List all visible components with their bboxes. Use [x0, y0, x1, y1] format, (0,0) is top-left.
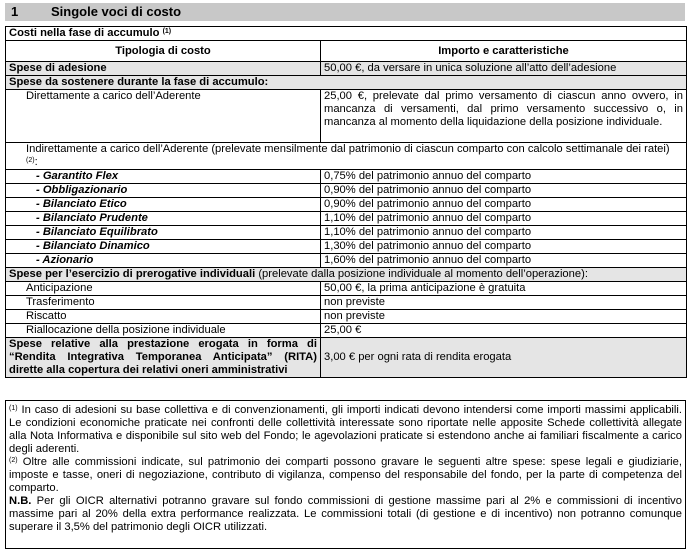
prerogativa-value: non previste	[321, 310, 687, 324]
prerogativa-name: Riallocazione della posizione individuale	[6, 324, 321, 338]
row-fase-accumulo	[6, 76, 687, 90]
rita-value: 3,00 € per ogni rata di rendita erogata	[321, 338, 687, 378]
comparto-row	[6, 170, 687, 184]
fase-accumulo-label: Spese da sostenere durante la fase di accumulo:	[6, 76, 687, 90]
prerogativa-row	[6, 282, 687, 296]
direttamente-label: Direttamente a carico dell’Aderente	[6, 90, 321, 143]
prerogativa-name: Riscatto	[6, 310, 321, 324]
prerogativa-row	[6, 296, 687, 310]
indirettamente-label: Indirettamente a carico dell’Aderente (prelevate mensilmente dal patrimonio di ciascun comparto con calcolo settimanale dei ratei)	[26, 143, 670, 155]
row-indirettamente	[6, 143, 687, 170]
table-caption-row	[6, 27, 687, 41]
comparto-row	[6, 212, 687, 226]
prerogativa-value: 25,00 €	[321, 324, 687, 338]
table-header-row	[6, 41, 687, 62]
comparto-name: - Obbligazionario	[6, 184, 321, 198]
footnote-1-text: In caso di adesioni su base collettiva e di convenzionamenti, gli importi indicati devono intendersi come importi massimi applicabili. Le condizioni economiche praticate nei confronti delle collettività interessate sono riportate nelle apposite Schede collettività allegate alla Nota Informativa e disponibile sul sito web del Fondo; le agevolazioni praticate si estendono anche ai familiari fiscalmente a carico degli aderenti.	[9, 404, 682, 455]
footnotes	[5, 400, 686, 549]
row-rita	[6, 338, 687, 378]
comparto-value: 1,10% del patrimonio annuo del comparto	[321, 212, 687, 226]
spese-adesione-value: 50,00 €, da versare in unica soluzione all’atto dell’adesione	[321, 62, 687, 76]
comparto-name: - Azionario	[6, 254, 321, 268]
footnote-1-sup: (1)	[9, 405, 18, 412]
direttamente-value: 25,00 €, prelevate dal primo versamento di ciascun anno ovvero, in mancanza di versamenti, dal primo versamento successivo o, in mancanza al momento della liquidazione della posizione individuale.	[321, 90, 687, 143]
section-number: 1	[11, 4, 19, 19]
indirettamente-colon: :	[34, 156, 38, 168]
comparto-name: - Bilanciato Equilibrato	[6, 226, 321, 240]
spese-adesione-label: Spese di adesione	[6, 62, 321, 76]
cost-table	[5, 26, 687, 378]
nb-label: N.B.	[9, 495, 32, 507]
indirettamente-sup: (2)	[26, 157, 35, 164]
comparto-row	[6, 226, 687, 240]
comparto-value: 1,30% del patrimonio annuo del comparto	[321, 240, 687, 254]
comparto-value: 0,90% del patrimonio annuo del comparto	[321, 198, 687, 212]
prerogativa-name: Anticipazione	[6, 282, 321, 296]
comparto-name: - Bilanciato Prudente	[6, 212, 321, 226]
footnote-2	[9, 456, 682, 495]
section-title: Singole voci di costo	[51, 4, 182, 19]
row-spese-adesione	[6, 62, 687, 76]
prerogativa-value: non previste	[321, 296, 687, 310]
comparto-name: - Bilanciato Dinamico	[6, 240, 321, 254]
comparto-row	[6, 254, 687, 268]
footnote-nb	[9, 495, 682, 534]
row-prerogative	[6, 268, 687, 282]
prerogativa-value: 50,00 €, la prima anticipazione è gratuita	[321, 282, 687, 296]
col-header-importo: Importo e caratteristiche	[321, 41, 687, 62]
prerogative-label-rest: (prelevate dalla posizione individuale al momento dell’operazione):	[255, 268, 588, 280]
comparto-row	[6, 240, 687, 254]
table-caption-sup: (1)	[162, 28, 172, 35]
section-header	[5, 3, 685, 21]
nb-text: Per gli OICR alternativi potranno gravare sul fondo commissioni di gestione massime pari al 2% e commissioni di incentivo massime pari al 20% della extra performance realizzata. Le commissioni totali (di gestione e di incentivo) non potranno comunque superare il 3,5% del patrimonio degli OICR utilizzati.	[9, 495, 682, 533]
rita-label: Spese relative alla prestazione erogata in forma di “Rendita Integrativa Temporanea Anticipata” (RITA) dirette alla copertura dei relativi oneri amministrativi	[6, 338, 321, 378]
prerogativa-name: Trasferimento	[6, 296, 321, 310]
comparto-name: - Garantito Flex	[6, 170, 321, 184]
footnote-2-sup: (2)	[9, 457, 18, 464]
footnote-1	[9, 404, 682, 456]
comparto-name: - Bilanciato Etico	[6, 198, 321, 212]
col-header-tipologia: Tipologia di costo	[6, 41, 321, 62]
row-direttamente	[6, 90, 687, 143]
comparto-value: 0,90% del patrimonio annuo del comparto	[321, 184, 687, 198]
prerogativa-row	[6, 310, 687, 324]
comparto-row	[6, 184, 687, 198]
prerogative-label: Spese per l’esercizio di prerogative individuali	[9, 268, 256, 280]
comparto-value: 1,10% del patrimonio annuo del comparto	[321, 226, 687, 240]
comparto-value: 1,60% del patrimonio annuo del comparto	[321, 254, 687, 268]
prerogativa-row	[6, 324, 687, 338]
comparto-row	[6, 198, 687, 212]
table-caption: Costi nella fase di accumulo	[9, 27, 160, 39]
footnote-2-text: Oltre alle commissioni indicate, sul patrimonio dei comparti possono gravare le seguenti altre spese: spese legali e giudiziarie, imposte e tasse, oneri di negoziazione, contributo di vigilanza, compenso del responsabile del fondo, per la parte di competenza del comparto.	[9, 456, 682, 494]
comparto-value: 0,75% del patrimonio annuo del comparto	[321, 170, 687, 184]
